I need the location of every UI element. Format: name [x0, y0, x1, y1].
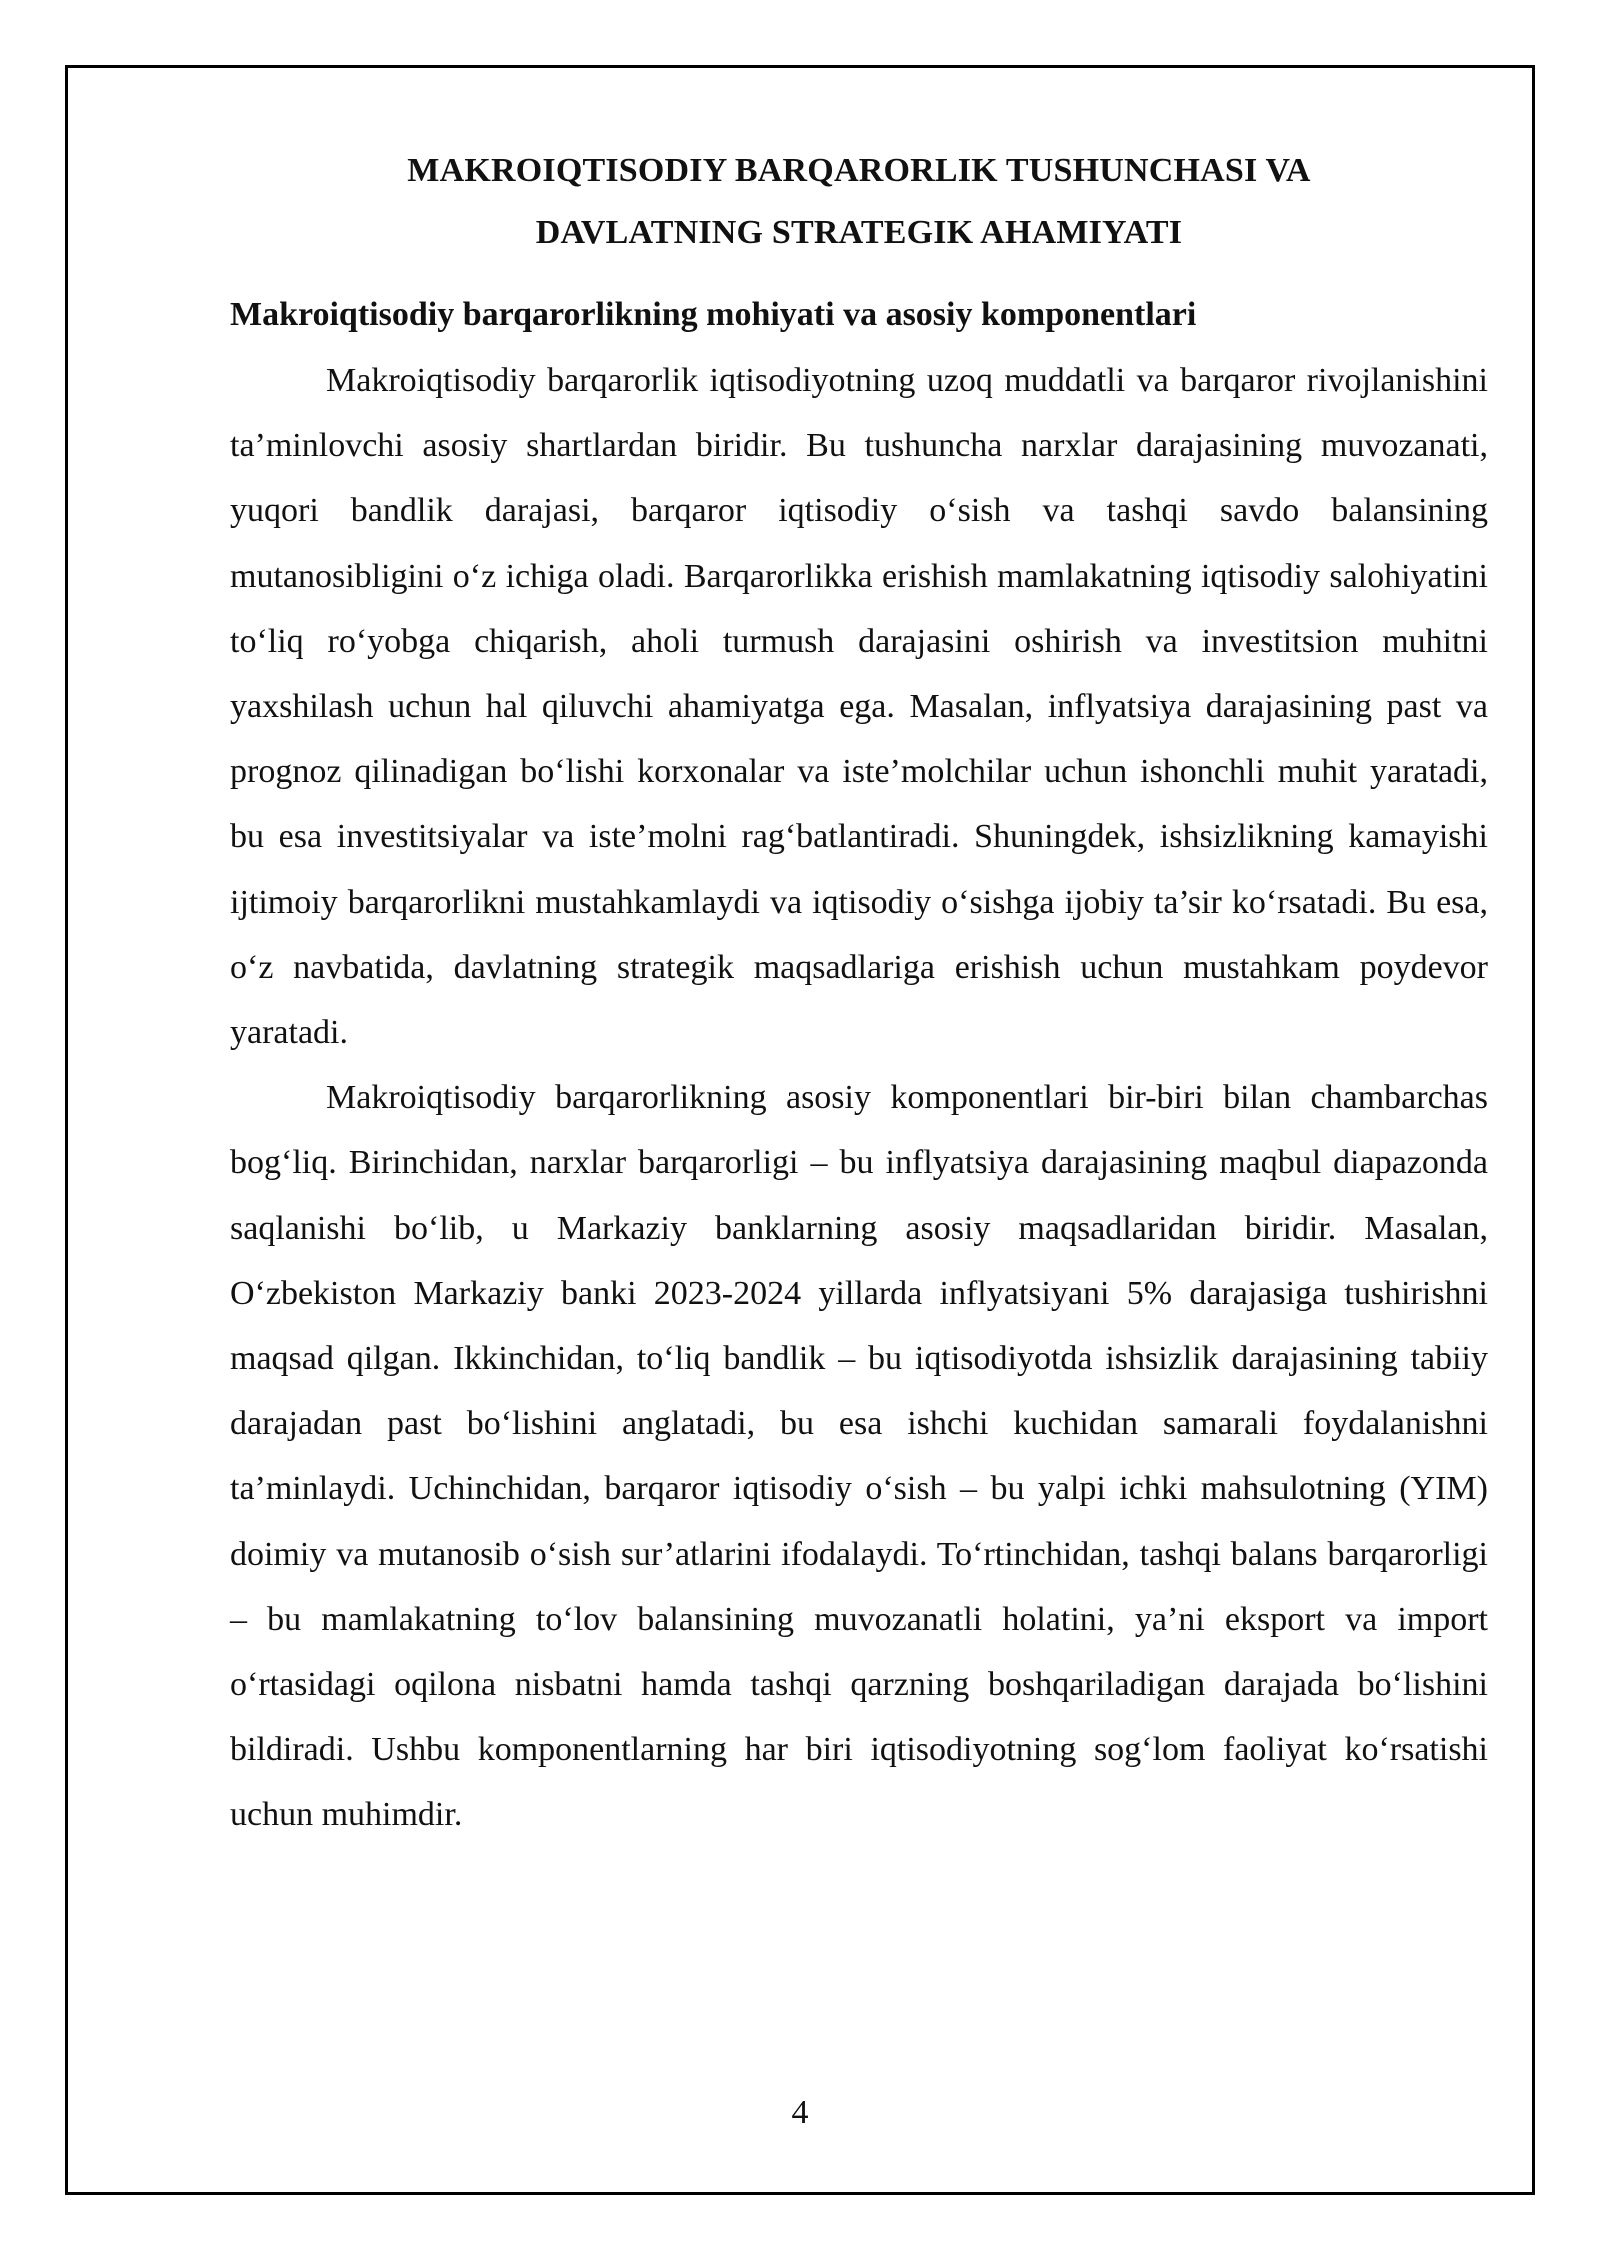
body-paragraph-1: Makroiqtisodiy barqarorlik iqtisodiyotning uzoq muddatli va barqaror rivojlanishini ta’minlovchi asosiy shartlardan biridir. Bu tushuncha narxlar darajasining muvozanati, yuqori bandlik darajasi, barqaror iqtisodiy o‘sish va tashqi savdo balansining mutanosibligini o‘z ichiga oladi. Barqarorlikka erishish mamlakatning iqtisodiy salohiyatini to‘liq ro‘yobga chiqarish, aholi turmush darajasini oshirish va investitsion muhitni yaxshilash uchun hal qiluvchi ahamiyatga ega. Masalan, inflyatsiya darajasining past va prognoz qilinadigan bo‘lishi korxonalar va iste’molchilar uchun ishonchli muhit yaratadi, bu esa investitsiyalar va iste’molni rag‘batlantiradi. Shuningdek, ishsizlikning kamayishi ijtimoiy barqarorlikni mustahkamlaydi va iqtisodiy o‘sishga ijobiy ta’sir ko‘rsatadi. Bu esa, o‘z navbatida, davlatning strategik maqsadlariga erishish uchun mustahkam poydevor yaratadi.	[230, 362, 1488, 1052]
page-content	[230, 140, 1488, 1848]
body-paragraph-2: Makroiqtisodiy barqarorlikning asosiy komponentlari bir-biri bilan chambarchas bog‘liq. Birinchidan, narxlar barqarorligi – bu inflyatsiya darajasining maqbul diapazonda saqlanishi bo‘lib, u Markaziy banklarning asosiy maqsadlaridan biridir. Masalan, O‘zbekiston Markaziy banki 2023-2024 yillarda inflyatsiyani 5% darajasiga tushirishni maqsad qilgan. Ikkinchidan, to‘liq bandlik – bu iqtisodiyotda ishsizlik darajasining tabiiy darajadan past bo‘lishini anglatadi, bu esa ishchi kuchidan samarali foydalanishni ta’minlaydi. Uchinchidan, barqaror iqtisodiy o‘sish – bu yalpi ichki mahsulotning (YIM) doimiy va mutanosib o‘sish sur’atlarini ifodalaydi. To‘rtinchidan, tashqi balans barqarorligi – bu mamlakatning to‘lov balansining muvozanatli holatini, ya’ni eksport va import o‘rtasidagi oqilona nisbatni hamda tashqi qarzning boshqariladigan darajada bo‘lishini bildiradi. Ushbu komponentlarning har biri iqtisodiyotning sog‘lom faoliyat ko‘rsatishi uchun muhimdir.	[230, 1079, 1488, 1834]
title-line-1: MAKROIQTISODIY BARQARORLIK TUSHUNCHASI VA	[407, 152, 1311, 189]
document-title	[230, 140, 1488, 264]
page-number: 4	[791, 2094, 809, 2131]
title-line-2: DAVLATNING STRATEGIK AHAMIYATI	[535, 214, 1183, 251]
section-heading: Makroiqtisodiy barqarorlikning mohiyati va asosiy komponentlari	[230, 296, 1197, 333]
